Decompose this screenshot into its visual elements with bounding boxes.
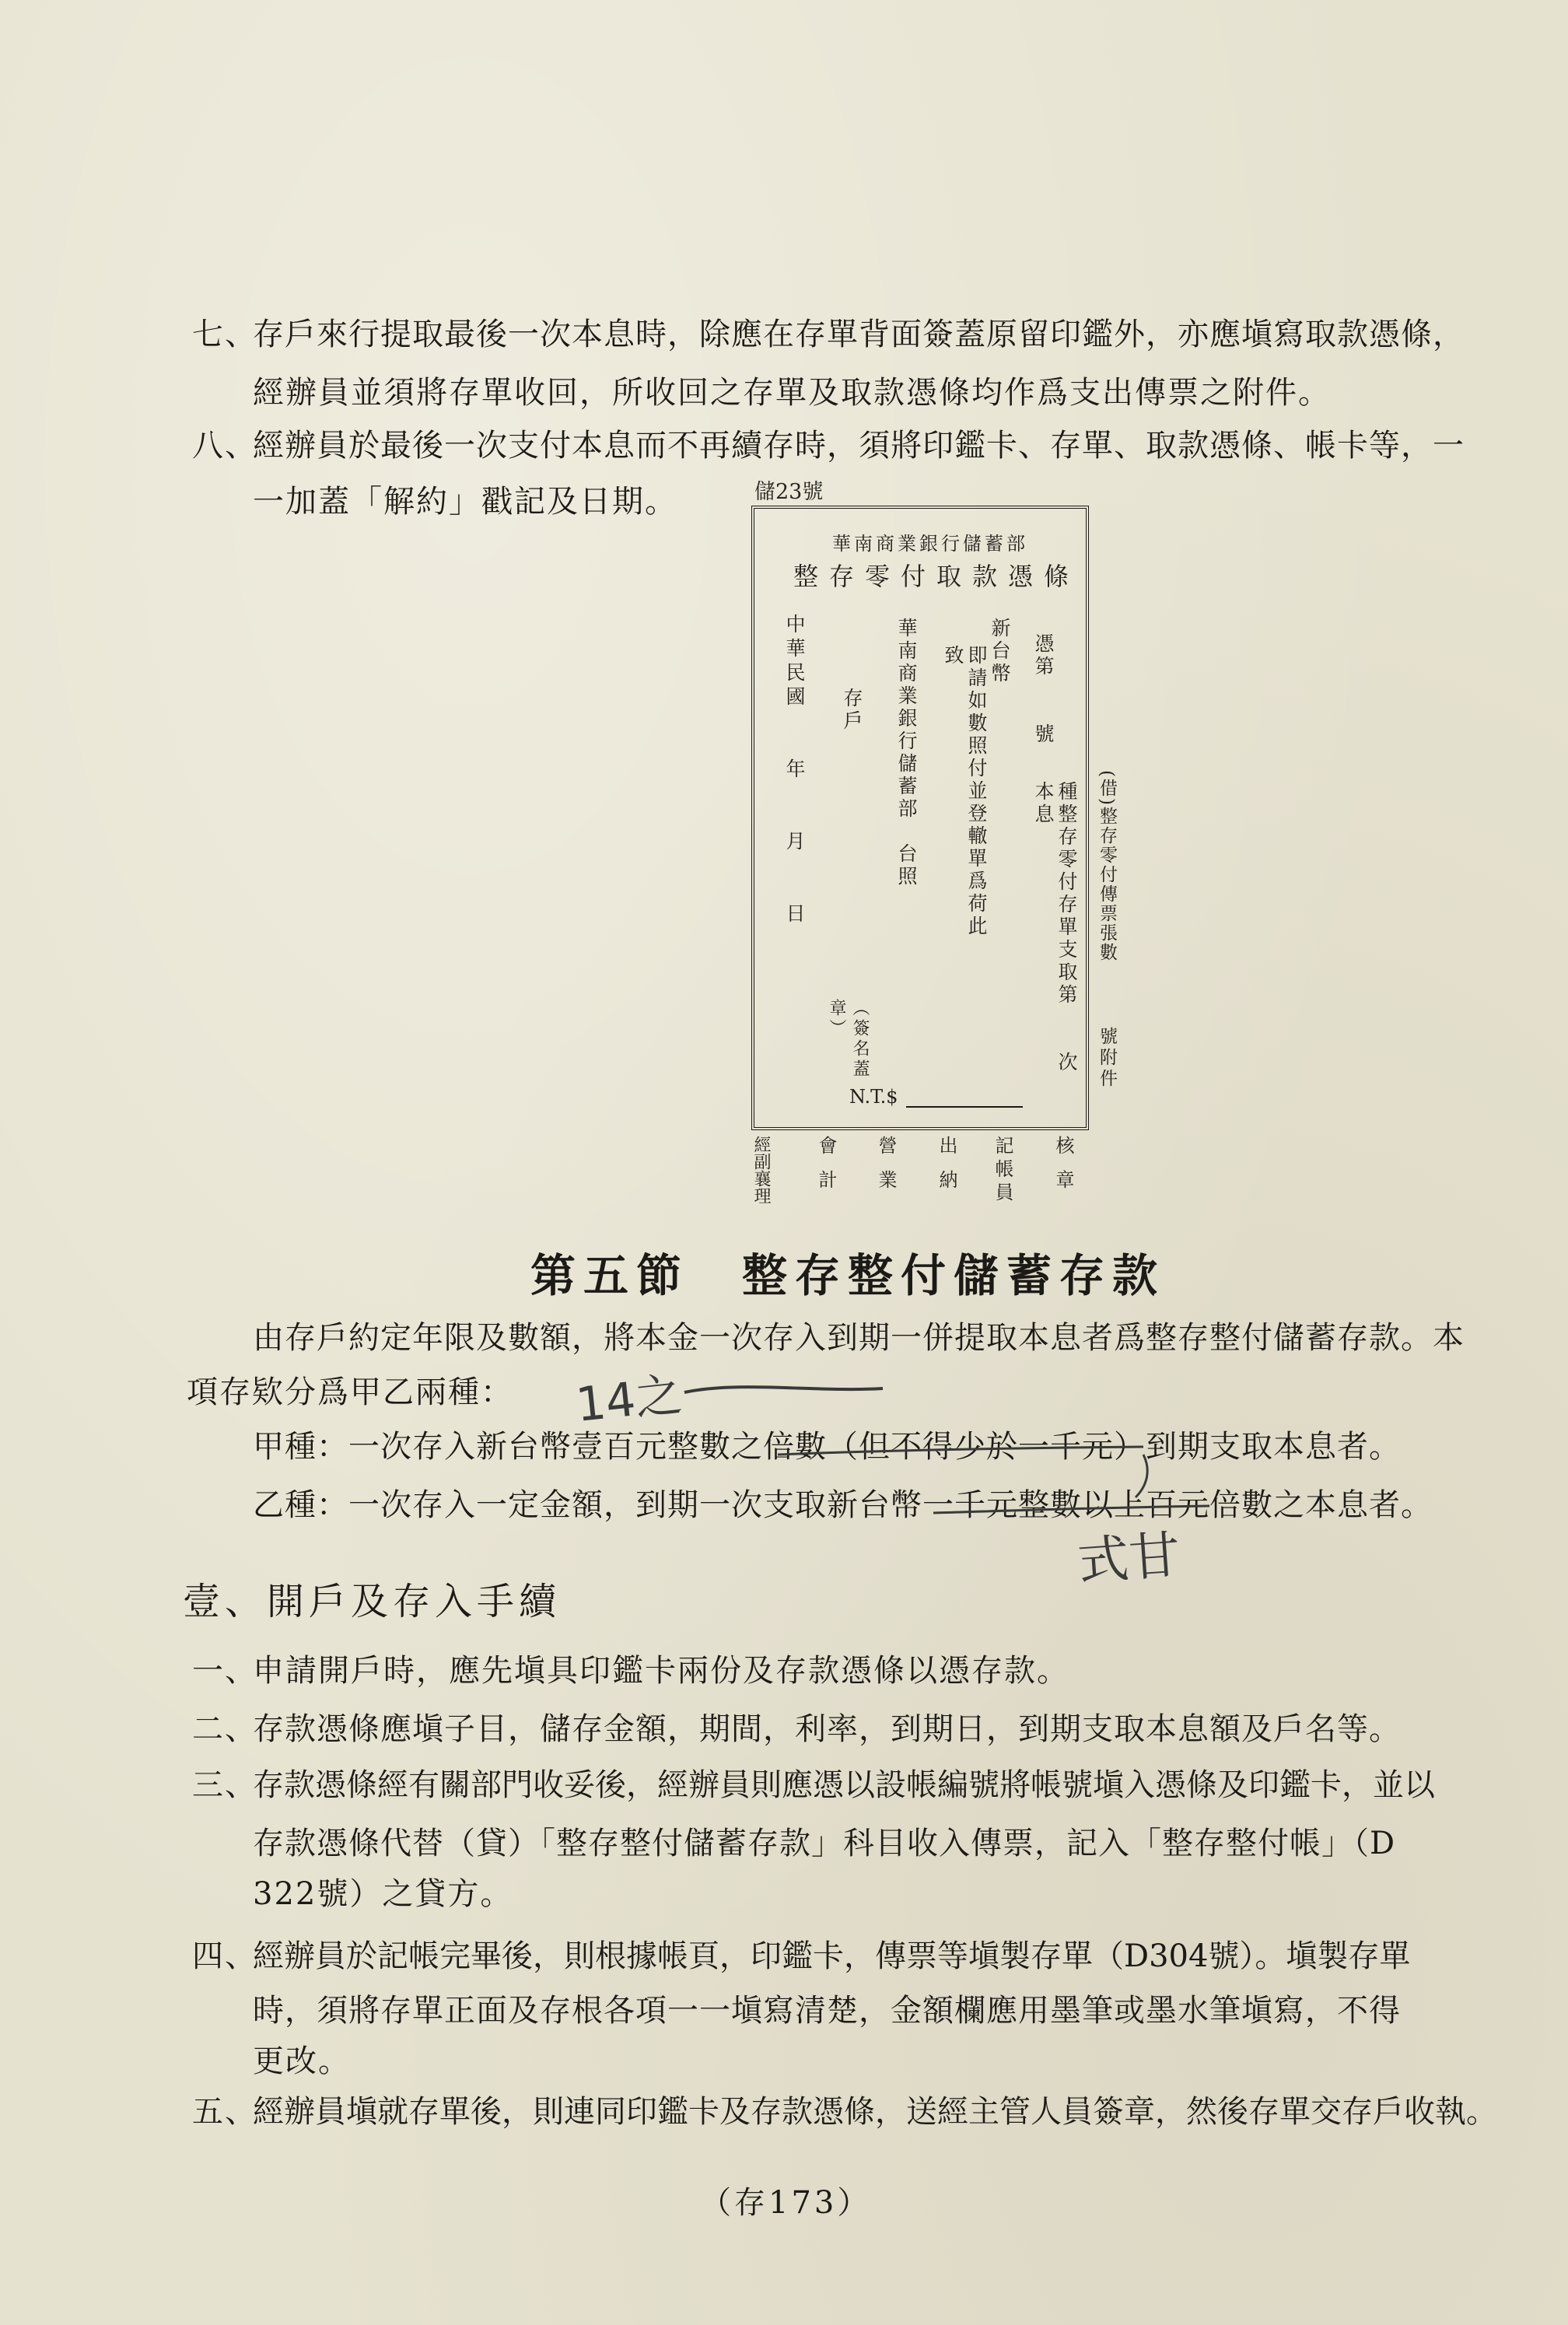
form-footer-managers: 經副襄理 (751, 1136, 771, 1204)
procedure-3-line-1: 存款憑條經有關部門收妥後，經辦員則應憑以設帳編號將帳號塡入憑條及印鑑卡，並以 (253, 1767, 1435, 1803)
paragraph-7-line-1: 存戶來行提取最後一次本息時，除應在存單背面簽蓋原留印鑑外，亦應塡寫取款憑條， (253, 317, 1465, 352)
subsection-heading: 壹、開戶及存入手續 (183, 1580, 562, 1623)
item-number-8: 八、 (192, 428, 257, 464)
procedure-4-line-1: 經辦員於記帳完畢後，則根據帳頁，印鑑卡，傳票等塡製存單（D304號）。塡製存單 (253, 1938, 1411, 1974)
procedure-3-line-2: 存款憑條代替（貸）「整存整付儲蓄存款」科目收入傳票，記入「整存整付帳」（D (253, 1826, 1396, 1861)
item-number-4: 四、 (192, 1938, 257, 1974)
form-request-text: 即請如數照付並登轍單爲荷此致 (942, 645, 988, 938)
form-addressee: 華南商業銀行儲蓄部 台照 (895, 618, 918, 888)
procedure-5: 經辦員塡就存單後，則連同印鑑卡及存款憑條，送經主管人員簽章，然後存單交存戶收執。 (253, 2094, 1497, 2130)
form-date-field: 中華民國 年 月 日 (783, 614, 806, 927)
item-number-1: 一、 (192, 1653, 257, 1689)
item-number-3: 三、 (192, 1767, 257, 1803)
form-footer-cashier: 出納 (936, 1136, 957, 1204)
paragraph-7-line-2: 經辦員並須將存單收回，所收回之存單及取款憑條均作爲支出傳票之附件。 (253, 375, 1331, 411)
form-footer-business: 營業 (875, 1136, 897, 1204)
type-a-description: 甲種：一次存入新台幣壹百元整數之倍數（但不得少於一千元）到期支取本息者。 (253, 1429, 1401, 1465)
section-intro-line-2: 項存欵分爲甲乙兩種： (187, 1374, 513, 1410)
item-number-5: 五、 (192, 2094, 257, 2130)
item-number-7: 七、 (192, 317, 257, 352)
form-voucher-label: 憑第 號 (1032, 633, 1055, 746)
type-b-description: 乙種：一次存入一定金額，到期一次支取新台幣一千元整數以上百元倍數之本息者。 (253, 1487, 1433, 1523)
item-number-2: 二、 (192, 1711, 257, 1747)
form-footer-bookkeeper: 記帳員 (992, 1136, 1013, 1206)
form-code: 儲23號 (754, 480, 824, 504)
form-side-note: (借)整存零付傳票張數 (1097, 770, 1117, 962)
form-side-note-2: 號附件 (1097, 1027, 1117, 1090)
page-number: （存173） (700, 2185, 872, 2221)
procedure-4-line-2: 時，須將存單正面及存根各項一一塡寫清楚，金額欄應用墨筆或墨水筆塡寫，不得 (253, 1993, 1401, 2029)
handwritten-note-2: 式甘 (1075, 1525, 1182, 1592)
form-bank-name: 華南商業銀行儲蓄部 (832, 533, 1028, 555)
form-signature-field: （簽名蓋章） (827, 999, 870, 1080)
paragraph-8-line-1: 經辦員於最後一次支付本息而不再續存時，須將印鑑卡、存單、取款憑條、帳卡等，一 (253, 428, 1465, 464)
paragraph-8-line-2: 一加蓋「解約」戳記及日期。 (253, 484, 677, 520)
form-amount-label: N.T.$ (849, 1086, 898, 1108)
form-currency: 新台幣 (989, 618, 1011, 685)
section-heading: 第五節 整存整付儲蓄存款 (530, 1249, 1166, 1302)
procedure-3-line-3: 322號）之貸方。 (253, 1876, 513, 1912)
procedure-2: 存款憑條應塡子目，儲存金額，期間，利率，到期日，到期支取本息額及戶名等。 (253, 1711, 1401, 1747)
form-footer-accounting: 會計 (815, 1136, 837, 1204)
form-title: 整存零付取款憑條 (793, 562, 1080, 591)
procedure-1: 申請開戶時，應先塡具印鑑卡兩份及存款憑條以憑存款。 (253, 1653, 1069, 1689)
handwritten-note-1: 14之 (573, 1367, 685, 1433)
form-voucher-detail: 種整存零付存單支取第 次本息 (1032, 781, 1078, 1074)
procedure-4-line-3: 更改。 (253, 2043, 351, 2079)
form-depositor: 存戶 (841, 688, 863, 733)
form-footer-approval: 核章 (1052, 1136, 1074, 1204)
section-intro-line-1: 由存戶約定年限及數額，將本金一次存入到期一併提取本息者爲整存整付儲蓄存款。本 (253, 1320, 1465, 1356)
